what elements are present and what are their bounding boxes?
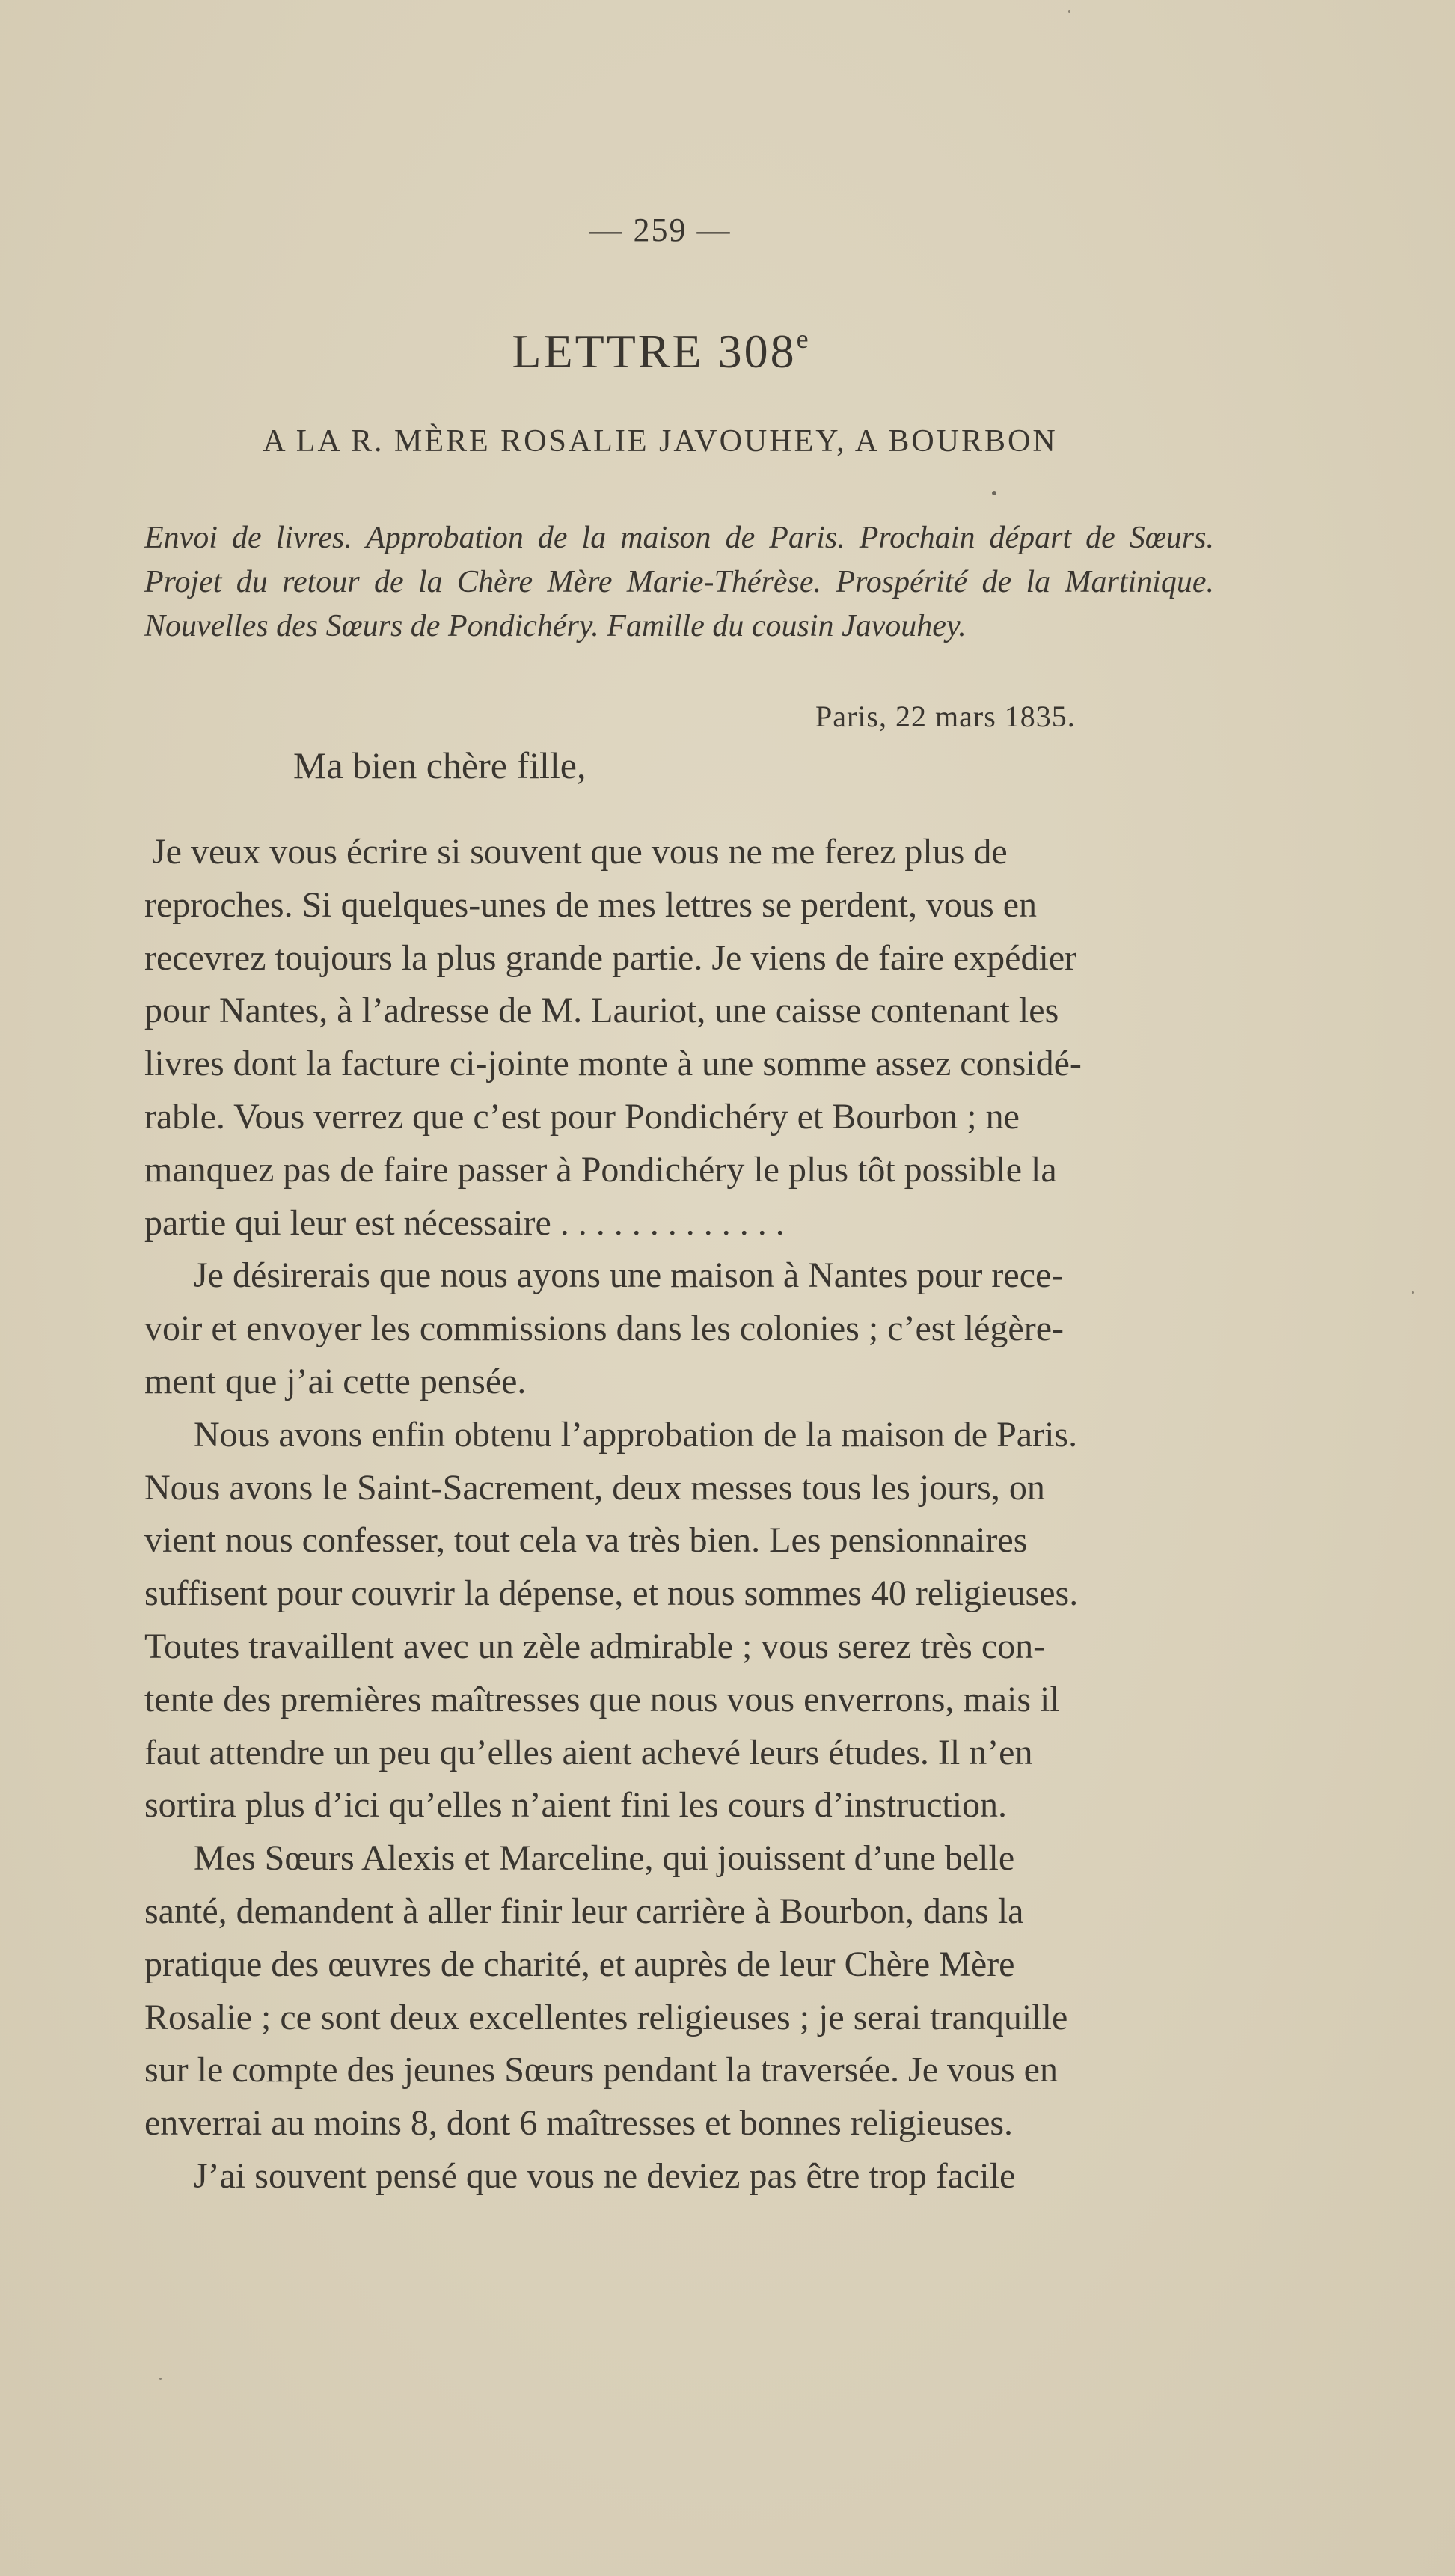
paper-speck: [1068, 10, 1070, 13]
body-line: Je désirerais que nous ayons une maison à Nantes pour rece-: [194, 1255, 1064, 1296]
letter-title: [0, 323, 1320, 379]
letter-recipient: A LA R. MÈRE ROSALIE JAVOUHEY, A BOURBON: [263, 424, 1058, 459]
page-number: — 259 —: [589, 212, 732, 248]
body-line: Toutes travaillent avec un zèle admirable ; vous serez très con-: [144, 1626, 1046, 1666]
body-line: sortira plus d’ici qu’elles n’aient fini les cours d’instruction.: [144, 1785, 1008, 1826]
body-line: recevrez toujours la plus grande partie. Je viens de faire expédier: [144, 937, 1077, 978]
body-line: enverrai au moins 8, dont 6 maîtresses et bonnes religieuses.: [144, 2103, 1014, 2144]
body-line: rable. Vous verrez que c’est pour Pondichéry et Bourbon ; ne: [144, 1096, 1020, 1136]
body-line: Rosalie ; ce sont deux excellentes religieuses ; je serai tranquille: [144, 1997, 1068, 2037]
body-line: Je veux vous écrire si souvent que vous ne me ferez plus de: [152, 832, 1008, 872]
body-line: reproches. Si quelques-unes de mes lettres se perdent, vous en: [144, 884, 1037, 925]
letter-summary: Envoi de livres. Approbation de la maison de Paris. Prochain départ de Sœurs. Projet du retour de la Chère Mère Marie-Thérèse. Prospérité de la Martinique. Nouvelles des Sœurs de Pondichéry. Famille du cousin Javouhey.: [144, 521, 1214, 643]
letter-title-text: LETTRE 308: [512, 325, 797, 378]
body-line: ment que j’ai cette pensée.: [144, 1361, 527, 1401]
body-line: faut attendre un peu qu’elles aient achevé leurs études. Il n’en: [144, 1732, 1033, 1772]
body-line: partie qui leur est nécessaire . . . . . . . . . . . . .: [144, 1202, 785, 1243]
body-line: pour Nantes, à l’adresse de M. Lauriot, une caisse contenant les: [144, 991, 1059, 1031]
body-line: livres dont la facture ci-jointe monte à une somme assez considé-: [144, 1044, 1082, 1084]
body-line: J’ai souvent pensé que vous ne deviez pas être trop facile: [194, 2156, 1016, 2196]
body-line: tente des premières maîtresses que nous vous enverrons, mais il: [144, 1679, 1060, 1719]
letter-body: [144, 826, 1214, 2203]
body-line: sur le compte des jeunes Sœurs pendant la traversée. Je vous en: [144, 2050, 1058, 2090]
body-line: Nous avons enfin obtenu l’approbation de la maison de Paris.: [194, 1414, 1078, 1454]
paper-speck: [159, 2378, 162, 2380]
body-line: Mes Sœurs Alexis et Marceline, qui jouissent d’une belle: [194, 1838, 1015, 1879]
letter-date: Paris, 22 mars 1835.: [815, 700, 1076, 733]
body-line: voir et envoyer les commissions dans les colonies ; c’est légère-: [144, 1309, 1064, 1349]
body-line: santé, demandent à aller finir leur carrière à Bourbon, dans la: [144, 1891, 1024, 1931]
body-line: Nous avons le Saint-Sacrement, deux messes tous les jours, on: [144, 1467, 1045, 1508]
letter-title-superscript: e: [796, 324, 809, 354]
body-line: manquez pas de faire passer à Pondichéry le plus tôt possible la: [144, 1149, 1057, 1190]
body-line: suffisent pour couvrir la dépense, et nous sommes 40 religieuses.: [144, 1573, 1079, 1614]
salutation: Ma bien chère fille,: [293, 744, 586, 786]
paper-speck: [1412, 1291, 1414, 1294]
decorative-dot: [992, 491, 996, 495]
body-line: vient nous confesser, tout cela va très bien. Les pensionnaires: [144, 1520, 1028, 1561]
body-line: pratique des œuvres de charité, et auprès de leur Chère Mère: [144, 1944, 1015, 1984]
